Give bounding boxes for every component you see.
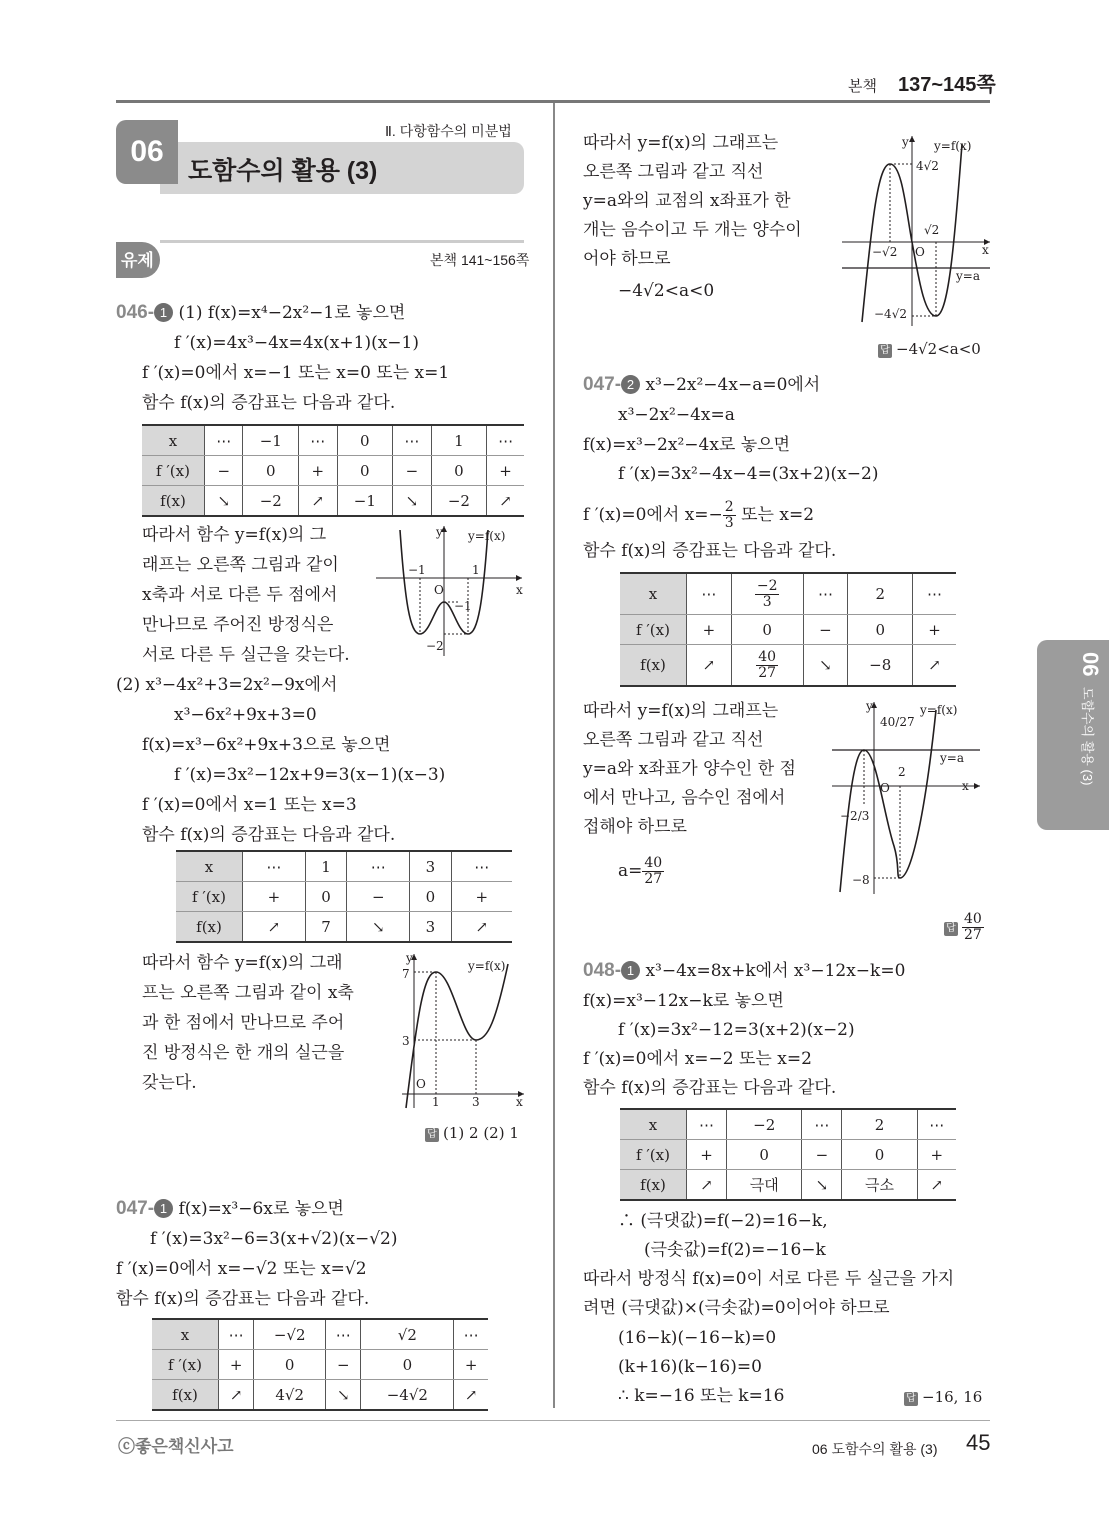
table-cell: ↗ — [917, 1170, 956, 1201]
table-cell: 0 — [731, 615, 803, 645]
graph-label: −1 — [408, 563, 426, 577]
table-cell: 0 — [431, 456, 487, 486]
table-cell: ↘ — [802, 1170, 842, 1201]
graph-label: y=a — [956, 269, 980, 283]
problem-line: (1) f(x)=x⁴−2x²−1로 놓으면 — [178, 303, 406, 323]
table-cell: −4√2 — [361, 1380, 454, 1411]
table-cell: −1 — [337, 486, 393, 517]
explanation-line: y=a와 x좌표가 양수인 한 점 — [583, 759, 796, 779]
table-cell: 극대 — [727, 1170, 802, 1201]
problem-line: f ′(x)=3x²−4x−4=(3x+2)(x−2) — [618, 464, 879, 484]
problem-line: f ′(x)=3x²−12x+9=3(x−1)(x−3) — [174, 765, 446, 785]
answer-text: (1) 2 (2) 1 — [443, 1124, 519, 1142]
table-cell: ⋯ — [802, 1109, 842, 1140]
graph-label: y=f(x) — [468, 529, 506, 543]
problem-line: f ′(x)=4x³−4x=4x(x+1)(x−1) — [174, 333, 419, 353]
increase-decrease-table — [152, 1318, 488, 1411]
problem-line: 따라서 방정식 f(x)=0이 서로 다른 두 실근을 가지 — [583, 1269, 955, 1289]
fraction-numerator: 40 — [964, 911, 982, 927]
graph-label: 3 — [402, 1034, 410, 1048]
explanation-line: 어야 하므로 — [583, 249, 671, 269]
answer-icon: 답 — [904, 1392, 918, 1406]
table-cell: + — [687, 1140, 727, 1170]
table-cell: + — [451, 882, 512, 912]
problem-line: f(x)=x³−12x−k로 놓으면 — [583, 991, 784, 1011]
increase-decrease-table — [176, 850, 512, 943]
explanation-line: 오른쪽 그림과 같고 직선 — [583, 162, 764, 182]
table-cell: 0 — [254, 1350, 326, 1380]
explanation-line: 접해야 하므로 — [583, 817, 687, 837]
section-ref: 본책 141~156쪽 — [430, 252, 530, 268]
equation-text: a= — [618, 861, 643, 881]
graph-label: −8 — [852, 873, 870, 887]
table-cell: x — [176, 851, 243, 882]
table-cell: + — [299, 456, 337, 486]
table-cell: f(x) — [176, 912, 243, 943]
table-cell: 0 — [410, 882, 451, 912]
section-rule — [160, 240, 524, 243]
explanation-line: 따라서 함수 y=f(x)의 그래 — [142, 953, 343, 973]
explanation-line: 개는 음수이고 두 개는 양수이 — [583, 220, 802, 240]
table-cell: 0 — [848, 615, 913, 645]
graph-label: √2 — [924, 223, 940, 237]
table-cell: 0 — [305, 882, 346, 912]
table-cell: + — [243, 882, 306, 912]
problem-line-text: 또는 x=2 — [735, 505, 815, 525]
problem-line: x³−4x=8x+k에서 x³−12x−k=0 — [645, 961, 906, 981]
graph-label: O — [880, 781, 890, 795]
table-cell: −2 — [243, 486, 299, 517]
inequality: −4√2<a<0 — [618, 281, 715, 301]
graph-label: O — [915, 245, 925, 259]
table-cell: 0 — [337, 425, 393, 456]
footer-publisher: ⓒ좋은책신사고 — [118, 1437, 234, 1456]
increase-decrease-table — [620, 1108, 956, 1201]
table-cell: $\frac{-2}{3}$ — [731, 573, 803, 615]
table-cell: 4√2 — [254, 1380, 326, 1411]
table-cell: ↘ — [326, 1380, 361, 1411]
table-cell: 2 — [842, 1109, 917, 1140]
problem-line: x³−2x²−4x−a=0에서 — [645, 375, 821, 395]
side-tab-number: 06 — [1078, 652, 1103, 677]
explanation-line: 따라서 함수 y=f(x)의 그 — [142, 525, 327, 545]
table-cell: ↗ — [687, 645, 732, 687]
table-cell: ⋯ — [326, 1319, 361, 1350]
problem-047-1-heading — [116, 1198, 344, 1220]
explanation-line: 따라서 y=f(x)의 그래프는 — [583, 133, 779, 153]
fraction — [723, 500, 736, 531]
problem-line: 함수 f(x)의 증감표는 다음과 같다. — [583, 541, 837, 561]
problem-line: ∴ (극댓값)=f(−2)=16−k, — [618, 1211, 828, 1231]
explanation-line: 래프는 오른쪽 그림과 같이 — [142, 555, 339, 575]
table-cell: ↗ — [243, 912, 306, 943]
graph-label: x — [516, 583, 523, 597]
graph-047-1 — [838, 130, 994, 330]
graph-label: O — [416, 1077, 426, 1091]
fraction — [962, 912, 984, 943]
table-cell: + — [917, 1140, 956, 1170]
table-cell: f ′(x) — [176, 882, 243, 912]
problem-line: (k+16)(k−16)=0 — [618, 1357, 762, 1377]
problem-line: ∴ k=−16 또는 k=16 — [618, 1386, 785, 1406]
problem-circle: 2 — [621, 375, 640, 394]
table-cell: 0 — [842, 1140, 917, 1170]
graph-label: O — [434, 583, 444, 597]
answer-icon: 답 — [944, 922, 958, 936]
chapter-unit: Ⅱ. 다항함수의 미분법 — [385, 123, 512, 139]
problem-line: f ′(x)=0에서 x=−√2 또는 x=√2 — [116, 1259, 367, 1279]
table-cell: f ′(x) — [620, 1140, 687, 1170]
problem-048-1-heading — [583, 960, 905, 982]
table-cell: −8 — [848, 645, 913, 687]
explanation-line: 서로 다른 두 실근을 갖는다. — [142, 645, 350, 665]
table-cell: ⋯ — [205, 425, 243, 456]
graph-label: 1 — [472, 563, 480, 577]
table-cell: ↘ — [205, 486, 243, 517]
table-cell: ⋯ — [219, 1319, 254, 1350]
answer-047-2 — [944, 912, 984, 943]
table-cell: − — [347, 882, 410, 912]
footer-rule — [116, 1420, 990, 1421]
problem-circle: 1 — [154, 1199, 173, 1218]
graph-label: −4√2 — [874, 307, 907, 321]
graph-label: 7 — [402, 967, 410, 981]
problem-line: f(x)=x³−2x²−4x로 놓으면 — [583, 435, 790, 455]
table-cell: x — [142, 425, 205, 456]
footer-chapter: 06 도함수의 활용 (3) — [812, 1441, 938, 1457]
table-cell: 1 — [305, 851, 346, 882]
problem-number: 047- — [583, 374, 622, 395]
chapter-side-tab — [1037, 640, 1109, 830]
fraction-numerator: 40 — [644, 855, 663, 871]
problem-047-2-heading — [583, 374, 820, 396]
graph-label: −1 — [454, 599, 472, 613]
problem-line — [583, 500, 814, 531]
answer-text: −4√2<a<0 — [896, 340, 981, 358]
table-cell: −1 — [243, 425, 299, 456]
problem-number: 048- — [583, 960, 622, 981]
problem-line: f ′(x)=3x²−12=3(x+2)(x−2) — [618, 1020, 855, 1040]
answer-text: −16, 16 — [922, 1388, 983, 1406]
graph-label: 2 — [898, 765, 906, 779]
table-cell: ↗ — [487, 486, 524, 517]
table-cell: f ′(x) — [142, 456, 205, 486]
table-cell: ↗ — [219, 1380, 254, 1411]
fraction-denominator: 3 — [724, 515, 734, 531]
table-cell: 3 — [410, 851, 451, 882]
problem-line: f ′(x)=0에서 x=−2 또는 x=2 — [583, 1049, 812, 1069]
problem-number: 047- — [116, 1198, 155, 1219]
table-cell: 0 — [727, 1140, 802, 1170]
graph-label: −√2 — [872, 245, 898, 259]
graph-label: y — [902, 135, 909, 149]
table-cell: f(x) — [152, 1380, 219, 1411]
table-cell: x — [620, 1109, 687, 1140]
explanation-line: 만나므로 주어진 방정식은 — [142, 615, 334, 635]
side-tab-title: 도함수의 활용 (3) — [1080, 686, 1095, 786]
table-cell: ⋯ — [347, 851, 410, 882]
table-cell: − — [803, 615, 848, 645]
table-cell: ↗ — [454, 1380, 488, 1411]
section-label: 유제 — [121, 251, 154, 270]
table-cell: ⋯ — [917, 1109, 956, 1140]
table-cell: ↘ — [393, 486, 431, 517]
footer-page-number: 45 — [966, 1430, 991, 1455]
column-divider — [553, 103, 555, 1408]
table-cell: ↗ — [299, 486, 337, 517]
table-cell: 0 — [337, 456, 393, 486]
problem-circle: 1 — [621, 961, 640, 980]
problem-line: f(x)=x³−6x로 놓으면 — [178, 1199, 344, 1219]
table-cell: f(x) — [620, 1170, 687, 1201]
table-cell: ↗ — [687, 1170, 727, 1201]
table-cell: − — [205, 456, 243, 486]
table-cell: 0 — [361, 1350, 454, 1380]
problem-line: f ′(x)=0에서 x=−1 또는 x=0 또는 x=1 — [142, 363, 450, 383]
problem-line: 함수 f(x)의 증감표는 다음과 같다. — [583, 1078, 837, 1098]
problem-line: x³−6x²+9x+3=0 — [174, 705, 317, 725]
graph-label: y — [406, 951, 413, 965]
table-cell: ⋯ — [393, 425, 431, 456]
graph-046-2 — [392, 950, 528, 1110]
graph-label: y — [436, 525, 443, 539]
graph-label: −2 — [426, 639, 444, 653]
table-cell: −2 — [727, 1109, 802, 1140]
explanation-line: 갖는다. — [142, 1073, 197, 1093]
table-cell: ⋯ — [687, 1109, 727, 1140]
problem-line: f(x)=x³−6x²+9x+3으로 놓으면 — [142, 735, 391, 755]
problem-line: 함수 f(x)의 증감표는 다음과 같다. — [142, 825, 396, 845]
problem-line: x³−2x²−4x=a — [618, 405, 735, 425]
fraction-numerator: 2 — [724, 499, 734, 515]
graph-label: 1 — [432, 1095, 440, 1109]
graph-label: y=f(x) — [934, 139, 972, 153]
problem-line: f ′(x)=3x²−6=3(x+√2)(x−√2) — [150, 1229, 398, 1249]
explanation-line: 진 방정식은 한 개의 실근을 — [142, 1043, 345, 1063]
problem-046-1-heading — [116, 302, 405, 324]
chapter-title: 도함수의 활용 (3) — [188, 157, 378, 185]
graph-046-1 — [372, 522, 528, 660]
graph-label: 3 — [472, 1095, 480, 1109]
table-cell: ⋯ — [451, 851, 512, 882]
table-cell: x — [620, 573, 687, 615]
table-cell: ⋯ — [913, 573, 956, 615]
equation — [618, 856, 664, 887]
table-cell: x — [152, 1319, 219, 1350]
table-cell: ⋯ — [243, 851, 306, 882]
table-cell: 0 — [243, 456, 299, 486]
table-cell: 극소 — [842, 1170, 917, 1201]
table-cell: ⋯ — [299, 425, 337, 456]
header-pages: 137~145쪽 — [898, 74, 996, 96]
explanation-line: 따라서 y=f(x)의 그래프는 — [583, 701, 779, 721]
graph-label: y=f(x) — [920, 703, 958, 717]
fraction — [642, 856, 664, 887]
table-cell: f ′(x) — [152, 1350, 219, 1380]
problem-line: (극솟값)=f(2)=−16−k — [644, 1240, 826, 1260]
answer-046 — [425, 1122, 519, 1144]
graph-label: −2/3 — [840, 809, 870, 823]
table-cell: ⋯ — [803, 573, 848, 615]
table-cell: ↗ — [451, 912, 512, 943]
table-cell: 1 — [431, 425, 487, 456]
table-cell: − — [393, 456, 431, 486]
graph-label: y — [866, 699, 873, 713]
table-cell: ⋯ — [687, 573, 732, 615]
table-cell: √2 — [361, 1319, 454, 1350]
fraction-denominator: 27 — [644, 871, 663, 887]
answer-047-1 — [878, 338, 981, 360]
graph-label: 40/27 — [880, 715, 915, 729]
graph-label: y=a — [940, 751, 964, 765]
problem-line: (2) x³−4x²+3=2x²−9x에서 — [116, 675, 338, 695]
table-cell: 3 — [410, 912, 451, 943]
table-cell: 2 — [848, 573, 913, 615]
explanation-line: 프는 오른쪽 그림과 같이 x축 — [142, 983, 354, 1003]
table-cell: + — [454, 1350, 488, 1380]
graph-label: y=f(x) — [468, 959, 506, 973]
table-cell: + — [219, 1350, 254, 1380]
fraction-denominator: 27 — [964, 927, 982, 943]
problem-circle: 1 — [154, 303, 173, 322]
table-cell: + — [487, 456, 524, 486]
graph-label: x — [982, 243, 989, 257]
problem-line-text: f ′(x)=0에서 x=− — [583, 505, 723, 525]
table-cell: f(x) — [142, 486, 205, 517]
graph-label: x — [962, 779, 969, 793]
answer-048 — [904, 1386, 982, 1408]
table-cell: − — [326, 1350, 361, 1380]
answer-icon: 답 — [425, 1128, 439, 1142]
explanation-line: 에서 만나고, 음수인 점에서 — [583, 788, 786, 808]
table-cell: + — [913, 615, 956, 645]
header-label: 본책 — [848, 78, 877, 95]
explanation-line: 오른쪽 그림과 같고 직선 — [583, 730, 764, 750]
chapter-number: 06 — [116, 120, 178, 184]
problem-line: 려면 (극댓값)×(극솟값)=0이어야 하므로 — [583, 1298, 890, 1318]
answer-icon: 답 — [878, 344, 892, 358]
explanation-line: y=a와의 교점의 x좌표가 한 — [583, 191, 791, 211]
table-cell: + — [687, 615, 732, 645]
table-cell: $\frac{40}{27}$ — [731, 645, 803, 687]
graph-label: 4√2 — [916, 159, 939, 173]
table-cell: ↘ — [347, 912, 410, 943]
table-cell: ↘ — [803, 645, 848, 687]
explanation-line: x축과 서로 다른 두 점에서 — [142, 585, 338, 605]
problem-line: (16−k)(−16−k)=0 — [618, 1328, 777, 1348]
table-cell: −2 — [431, 486, 487, 517]
table-cell: ⋯ — [487, 425, 524, 456]
table-cell: −√2 — [254, 1319, 326, 1350]
table-cell: f ′(x) — [620, 615, 687, 645]
explanation-line: 과 한 점에서 만나므로 주어 — [142, 1013, 345, 1033]
problem-number: 046- — [116, 302, 155, 323]
table-cell: f(x) — [620, 645, 687, 687]
table-cell: ↗ — [913, 645, 956, 687]
graph-047-2 — [828, 696, 992, 896]
table-cell: ⋯ — [454, 1319, 488, 1350]
problem-line: 함수 f(x)의 증감표는 다음과 같다. — [142, 393, 396, 413]
increase-decrease-table — [620, 572, 956, 687]
table-cell: − — [802, 1140, 842, 1170]
increase-decrease-table — [142, 424, 524, 517]
problem-line: f ′(x)=0에서 x=1 또는 x=3 — [142, 795, 357, 815]
table-cell: 7 — [305, 912, 346, 943]
graph-label: x — [516, 1095, 523, 1109]
problem-line: 함수 f(x)의 증감표는 다음과 같다. — [116, 1289, 370, 1309]
